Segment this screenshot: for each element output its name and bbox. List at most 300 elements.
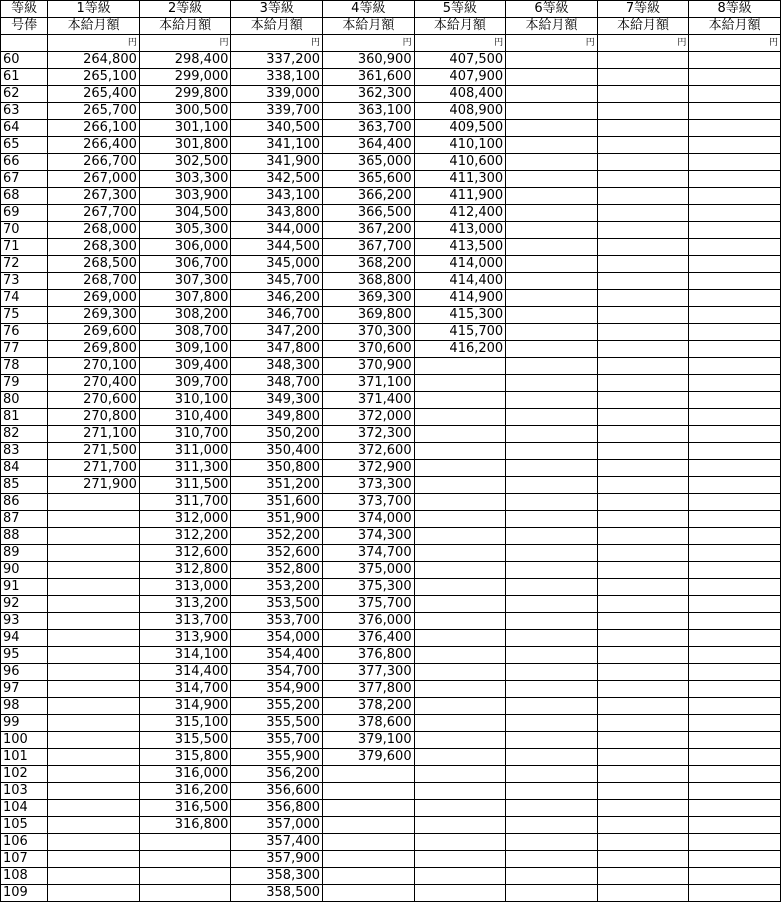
salary-cell bbox=[48, 647, 140, 664]
salary-cell: 306,000 bbox=[139, 239, 231, 256]
salary-cell: 415,700 bbox=[414, 324, 506, 341]
salary-cell: 365,000 bbox=[323, 154, 415, 171]
salary-cell bbox=[414, 562, 506, 579]
salary-cell bbox=[506, 443, 598, 460]
salary-cell: 358,300 bbox=[231, 868, 323, 885]
salary-cell: 268,700 bbox=[48, 273, 140, 290]
salary-cell: 357,400 bbox=[231, 834, 323, 851]
salary-cell bbox=[506, 494, 598, 511]
salary-cell: 298,400 bbox=[139, 52, 231, 69]
salary-cell bbox=[414, 545, 506, 562]
step-number: 91 bbox=[1, 579, 48, 596]
salary-cell: 411,900 bbox=[414, 188, 506, 205]
salary-cell bbox=[506, 596, 598, 613]
salary-cell bbox=[597, 494, 689, 511]
salary-cell bbox=[689, 596, 781, 613]
salary-cell bbox=[597, 715, 689, 732]
salary-cell: 356,600 bbox=[231, 783, 323, 800]
salary-cell: 267,700 bbox=[48, 205, 140, 222]
table-row bbox=[1, 375, 781, 392]
salary-cell: 369,800 bbox=[323, 307, 415, 324]
salary-cell bbox=[139, 868, 231, 885]
step-number: 104 bbox=[1, 800, 48, 817]
unit-cell-empty bbox=[1, 35, 48, 52]
salary-cell bbox=[506, 86, 598, 103]
table-row bbox=[1, 579, 781, 596]
salary-cell: 350,800 bbox=[231, 460, 323, 477]
salary-cell: 370,600 bbox=[323, 341, 415, 358]
table-row bbox=[1, 443, 781, 460]
salary-cell bbox=[506, 834, 598, 851]
salary-cell bbox=[689, 273, 781, 290]
step-number: 88 bbox=[1, 528, 48, 545]
unit-label: 円 bbox=[231, 35, 323, 52]
salary-cell bbox=[506, 290, 598, 307]
salary-cell: 349,800 bbox=[231, 409, 323, 426]
salary-cell: 360,900 bbox=[323, 52, 415, 69]
step-number: 109 bbox=[1, 885, 48, 902]
salary-cell bbox=[597, 154, 689, 171]
salary-cell bbox=[597, 205, 689, 222]
salary-cell: 407,500 bbox=[414, 52, 506, 69]
salary-cell: 316,800 bbox=[139, 817, 231, 834]
salary-cell: 368,200 bbox=[323, 256, 415, 273]
salary-cell bbox=[506, 749, 598, 766]
salary-cell bbox=[48, 579, 140, 596]
step-number: 80 bbox=[1, 392, 48, 409]
table-row bbox=[1, 596, 781, 613]
table-row bbox=[1, 392, 781, 409]
salary-cell bbox=[689, 460, 781, 477]
salary-cell bbox=[689, 188, 781, 205]
grade-header: 7等級 bbox=[597, 1, 689, 18]
salary-cell bbox=[414, 477, 506, 494]
salary-cell bbox=[48, 511, 140, 528]
salary-cell: 301,800 bbox=[139, 137, 231, 154]
salary-cell bbox=[414, 392, 506, 409]
salary-cell: 373,300 bbox=[323, 477, 415, 494]
salary-cell bbox=[414, 664, 506, 681]
salary-cell bbox=[414, 698, 506, 715]
salary-cell: 339,000 bbox=[231, 86, 323, 103]
salary-cell: 344,000 bbox=[231, 222, 323, 239]
salary-cell bbox=[414, 851, 506, 868]
salary-cell bbox=[48, 494, 140, 511]
salary-cell bbox=[506, 477, 598, 494]
salary-cell: 314,100 bbox=[139, 647, 231, 664]
salary-cell: 265,700 bbox=[48, 103, 140, 120]
table-row bbox=[1, 562, 781, 579]
salary-cell: 312,200 bbox=[139, 528, 231, 545]
salary-cell bbox=[597, 290, 689, 307]
base-salary-header: 本給月額 bbox=[414, 18, 506, 35]
salary-cell bbox=[689, 494, 781, 511]
salary-cell bbox=[506, 273, 598, 290]
table-row bbox=[1, 885, 781, 902]
salary-cell bbox=[689, 766, 781, 783]
salary-cell: 370,900 bbox=[323, 358, 415, 375]
salary-rows bbox=[1, 52, 781, 902]
salary-cell bbox=[323, 783, 415, 800]
salary-cell bbox=[689, 52, 781, 69]
salary-cell: 309,100 bbox=[139, 341, 231, 358]
salary-cell: 311,500 bbox=[139, 477, 231, 494]
table-row bbox=[1, 664, 781, 681]
salary-cell: 313,900 bbox=[139, 630, 231, 647]
table-row bbox=[1, 477, 781, 494]
step-number: 89 bbox=[1, 545, 48, 562]
salary-cell bbox=[597, 426, 689, 443]
salary-cell bbox=[597, 375, 689, 392]
step-number: 87 bbox=[1, 511, 48, 528]
salary-cell bbox=[597, 103, 689, 120]
salary-cell: 314,700 bbox=[139, 681, 231, 698]
salary-cell bbox=[506, 698, 598, 715]
salary-cell bbox=[689, 562, 781, 579]
salary-cell bbox=[689, 103, 781, 120]
salary-cell bbox=[48, 681, 140, 698]
step-number: 100 bbox=[1, 732, 48, 749]
salary-cell: 316,200 bbox=[139, 783, 231, 800]
base-salary-header: 本給月額 bbox=[231, 18, 323, 35]
salary-cell bbox=[414, 511, 506, 528]
salary-cell: 299,000 bbox=[139, 69, 231, 86]
salary-cell: 338,100 bbox=[231, 69, 323, 86]
salary-cell: 372,600 bbox=[323, 443, 415, 460]
salary-cell bbox=[506, 137, 598, 154]
grade-header: 4等級 bbox=[323, 1, 415, 18]
salary-cell: 410,100 bbox=[414, 137, 506, 154]
salary-cell bbox=[48, 749, 140, 766]
salary-cell bbox=[689, 851, 781, 868]
salary-cell bbox=[689, 579, 781, 596]
salary-cell bbox=[689, 375, 781, 392]
salary-cell: 357,900 bbox=[231, 851, 323, 868]
table-row bbox=[1, 154, 781, 171]
salary-cell bbox=[139, 885, 231, 902]
step-number: 60 bbox=[1, 52, 48, 69]
salary-cell: 268,000 bbox=[48, 222, 140, 239]
table-row bbox=[1, 460, 781, 477]
salary-cell: 408,900 bbox=[414, 103, 506, 120]
salary-cell bbox=[323, 800, 415, 817]
base-salary-header: 本給月額 bbox=[323, 18, 415, 35]
salary-cell bbox=[414, 834, 506, 851]
salary-cell bbox=[597, 69, 689, 86]
salary-cell bbox=[506, 205, 598, 222]
salary-cell: 267,000 bbox=[48, 171, 140, 188]
salary-cell: 345,700 bbox=[231, 273, 323, 290]
salary-cell bbox=[414, 579, 506, 596]
salary-cell bbox=[506, 120, 598, 137]
salary-cell: 375,000 bbox=[323, 562, 415, 579]
salary-cell bbox=[689, 545, 781, 562]
salary-cell: 408,400 bbox=[414, 86, 506, 103]
salary-cell: 348,300 bbox=[231, 358, 323, 375]
salary-cell: 309,400 bbox=[139, 358, 231, 375]
salary-cell: 266,400 bbox=[48, 137, 140, 154]
salary-cell bbox=[689, 783, 781, 800]
salary-cell: 410,600 bbox=[414, 154, 506, 171]
salary-cell bbox=[597, 324, 689, 341]
salary-cell: 375,300 bbox=[323, 579, 415, 596]
salary-cell: 361,600 bbox=[323, 69, 415, 86]
grade-header: 8等級 bbox=[689, 1, 781, 18]
salary-cell: 366,500 bbox=[323, 205, 415, 222]
salary-cell: 341,900 bbox=[231, 154, 323, 171]
salary-cell bbox=[48, 766, 140, 783]
step-number: 62 bbox=[1, 86, 48, 103]
unit-label: 円 bbox=[689, 35, 781, 52]
salary-cell: 315,100 bbox=[139, 715, 231, 732]
salary-cell bbox=[597, 851, 689, 868]
table-row bbox=[1, 273, 781, 290]
salary-cell: 270,800 bbox=[48, 409, 140, 426]
salary-cell bbox=[689, 324, 781, 341]
salary-cell: 308,200 bbox=[139, 307, 231, 324]
salary-cell: 344,500 bbox=[231, 239, 323, 256]
salary-cell: 364,400 bbox=[323, 137, 415, 154]
step-number: 92 bbox=[1, 596, 48, 613]
salary-cell: 409,500 bbox=[414, 120, 506, 137]
salary-cell bbox=[597, 579, 689, 596]
salary-cell bbox=[506, 681, 598, 698]
salary-cell: 377,800 bbox=[323, 681, 415, 698]
salary-cell: 300,500 bbox=[139, 103, 231, 120]
step-number: 76 bbox=[1, 324, 48, 341]
table-row bbox=[1, 698, 781, 715]
salary-cell bbox=[506, 613, 598, 630]
unit-label: 円 bbox=[323, 35, 415, 52]
salary-cell: 269,600 bbox=[48, 324, 140, 341]
salary-cell: 349,300 bbox=[231, 392, 323, 409]
salary-cell bbox=[506, 358, 598, 375]
step-number: 69 bbox=[1, 205, 48, 222]
salary-cell bbox=[506, 817, 598, 834]
salary-cell: 345,000 bbox=[231, 256, 323, 273]
salary-cell bbox=[597, 392, 689, 409]
step-number: 72 bbox=[1, 256, 48, 273]
salary-cell bbox=[689, 358, 781, 375]
step-number: 94 bbox=[1, 630, 48, 647]
salary-cell: 379,100 bbox=[323, 732, 415, 749]
salary-cell bbox=[689, 409, 781, 426]
step-number: 67 bbox=[1, 171, 48, 188]
table-row bbox=[1, 290, 781, 307]
salary-cell bbox=[414, 375, 506, 392]
step-number: 95 bbox=[1, 647, 48, 664]
salary-cell bbox=[48, 596, 140, 613]
grade-header: 1等級 bbox=[48, 1, 140, 18]
salary-cell: 413,000 bbox=[414, 222, 506, 239]
salary-cell bbox=[689, 392, 781, 409]
table-row bbox=[1, 613, 781, 630]
salary-cell bbox=[506, 562, 598, 579]
salary-cell bbox=[689, 205, 781, 222]
salary-cell bbox=[414, 800, 506, 817]
salary-cell bbox=[597, 613, 689, 630]
salary-cell bbox=[323, 885, 415, 902]
grade-header-row bbox=[1, 1, 781, 18]
salary-cell: 370,300 bbox=[323, 324, 415, 341]
unit-label: 円 bbox=[506, 35, 598, 52]
salary-cell bbox=[689, 171, 781, 188]
table-row bbox=[1, 188, 781, 205]
salary-cell bbox=[597, 341, 689, 358]
salary-cell bbox=[414, 494, 506, 511]
salary-cell bbox=[689, 715, 781, 732]
salary-cell: 269,800 bbox=[48, 341, 140, 358]
salary-cell bbox=[597, 630, 689, 647]
salary-cell: 372,900 bbox=[323, 460, 415, 477]
salary-cell: 367,200 bbox=[323, 222, 415, 239]
salary-cell bbox=[689, 426, 781, 443]
salary-cell bbox=[506, 154, 598, 171]
salary-cell bbox=[597, 766, 689, 783]
salary-cell: 266,100 bbox=[48, 120, 140, 137]
table-row bbox=[1, 817, 781, 834]
salary-cell bbox=[48, 528, 140, 545]
salary-cell: 271,900 bbox=[48, 477, 140, 494]
salary-cell bbox=[506, 851, 598, 868]
table-row bbox=[1, 239, 781, 256]
step-number: 63 bbox=[1, 103, 48, 120]
grade-header: 6等級 bbox=[506, 1, 598, 18]
step-number: 77 bbox=[1, 341, 48, 358]
salary-cell bbox=[597, 52, 689, 69]
salary-cell: 267,300 bbox=[48, 188, 140, 205]
salary-cell: 271,500 bbox=[48, 443, 140, 460]
unit-label: 円 bbox=[414, 35, 506, 52]
salary-cell bbox=[689, 528, 781, 545]
salary-cell bbox=[597, 528, 689, 545]
salary-cell: 346,700 bbox=[231, 307, 323, 324]
salary-cell: 311,000 bbox=[139, 443, 231, 460]
salary-cell: 264,800 bbox=[48, 52, 140, 69]
salary-cell bbox=[597, 647, 689, 664]
salary-cell: 378,600 bbox=[323, 715, 415, 732]
step-number: 90 bbox=[1, 562, 48, 579]
salary-cell bbox=[48, 545, 140, 562]
salary-cell: 303,300 bbox=[139, 171, 231, 188]
salary-cell bbox=[689, 681, 781, 698]
salary-cell bbox=[506, 239, 598, 256]
salary-cell bbox=[506, 766, 598, 783]
salary-cell bbox=[323, 868, 415, 885]
table-row bbox=[1, 205, 781, 222]
base-salary-header: 本給月額 bbox=[597, 18, 689, 35]
salary-cell: 378,200 bbox=[323, 698, 415, 715]
salary-cell bbox=[506, 256, 598, 273]
salary-cell: 352,200 bbox=[231, 528, 323, 545]
salary-cell bbox=[689, 222, 781, 239]
salary-cell: 379,600 bbox=[323, 749, 415, 766]
salary-cell bbox=[414, 681, 506, 698]
salary-cell: 354,400 bbox=[231, 647, 323, 664]
base-salary-header: 本給月額 bbox=[48, 18, 140, 35]
salary-cell: 366,200 bbox=[323, 188, 415, 205]
salary-cell: 358,500 bbox=[231, 885, 323, 902]
table-row bbox=[1, 732, 781, 749]
unit-label: 円 bbox=[597, 35, 689, 52]
salary-cell bbox=[414, 409, 506, 426]
table-row bbox=[1, 137, 781, 154]
grade-header: 5等級 bbox=[414, 1, 506, 18]
salary-cell bbox=[597, 664, 689, 681]
salary-cell bbox=[506, 732, 598, 749]
salary-cell: 354,900 bbox=[231, 681, 323, 698]
table-row bbox=[1, 715, 781, 732]
salary-cell bbox=[689, 868, 781, 885]
base-salary-header: 本給月額 bbox=[139, 18, 231, 35]
salary-cell: 376,800 bbox=[323, 647, 415, 664]
salary-cell bbox=[597, 885, 689, 902]
salary-cell: 266,700 bbox=[48, 154, 140, 171]
salary-cell: 311,700 bbox=[139, 494, 231, 511]
step-number: 79 bbox=[1, 375, 48, 392]
salary-cell: 356,800 bbox=[231, 800, 323, 817]
table-row bbox=[1, 800, 781, 817]
salary-cell: 265,100 bbox=[48, 69, 140, 86]
salary-cell bbox=[597, 681, 689, 698]
salary-cell bbox=[414, 613, 506, 630]
step-number: 98 bbox=[1, 698, 48, 715]
salary-cell bbox=[689, 749, 781, 766]
table-row bbox=[1, 766, 781, 783]
salary-cell bbox=[506, 460, 598, 477]
salary-cell: 374,000 bbox=[323, 511, 415, 528]
salary-cell bbox=[506, 392, 598, 409]
salary-cell: 314,400 bbox=[139, 664, 231, 681]
salary-cell: 352,800 bbox=[231, 562, 323, 579]
salary-cell: 413,500 bbox=[414, 239, 506, 256]
salary-cell bbox=[48, 834, 140, 851]
salary-cell bbox=[689, 137, 781, 154]
salary-cell bbox=[506, 868, 598, 885]
salary-cell: 365,600 bbox=[323, 171, 415, 188]
salary-cell: 271,700 bbox=[48, 460, 140, 477]
salary-cell: 343,800 bbox=[231, 205, 323, 222]
table-row bbox=[1, 324, 781, 341]
salary-cell bbox=[597, 596, 689, 613]
table-row bbox=[1, 426, 781, 443]
salary-cell bbox=[597, 511, 689, 528]
salary-cell: 351,600 bbox=[231, 494, 323, 511]
salary-cell bbox=[506, 324, 598, 341]
salary-cell: 355,200 bbox=[231, 698, 323, 715]
step-number: 103 bbox=[1, 783, 48, 800]
salary-cell bbox=[689, 154, 781, 171]
salary-cell bbox=[506, 630, 598, 647]
salary-cell bbox=[597, 137, 689, 154]
salary-cell: 355,500 bbox=[231, 715, 323, 732]
salary-cell bbox=[139, 834, 231, 851]
corner-step-label: 号俸 bbox=[1, 18, 48, 35]
salary-cell: 342,500 bbox=[231, 171, 323, 188]
step-number: 61 bbox=[1, 69, 48, 86]
salary-cell bbox=[597, 86, 689, 103]
salary-cell: 374,300 bbox=[323, 528, 415, 545]
table-row bbox=[1, 222, 781, 239]
salary-cell: 371,100 bbox=[323, 375, 415, 392]
salary-cell: 376,400 bbox=[323, 630, 415, 647]
salary-cell bbox=[506, 545, 598, 562]
step-number: 97 bbox=[1, 681, 48, 698]
salary-cell: 363,100 bbox=[323, 103, 415, 120]
salary-cell bbox=[48, 800, 140, 817]
step-number: 75 bbox=[1, 307, 48, 324]
salary-cell: 354,000 bbox=[231, 630, 323, 647]
